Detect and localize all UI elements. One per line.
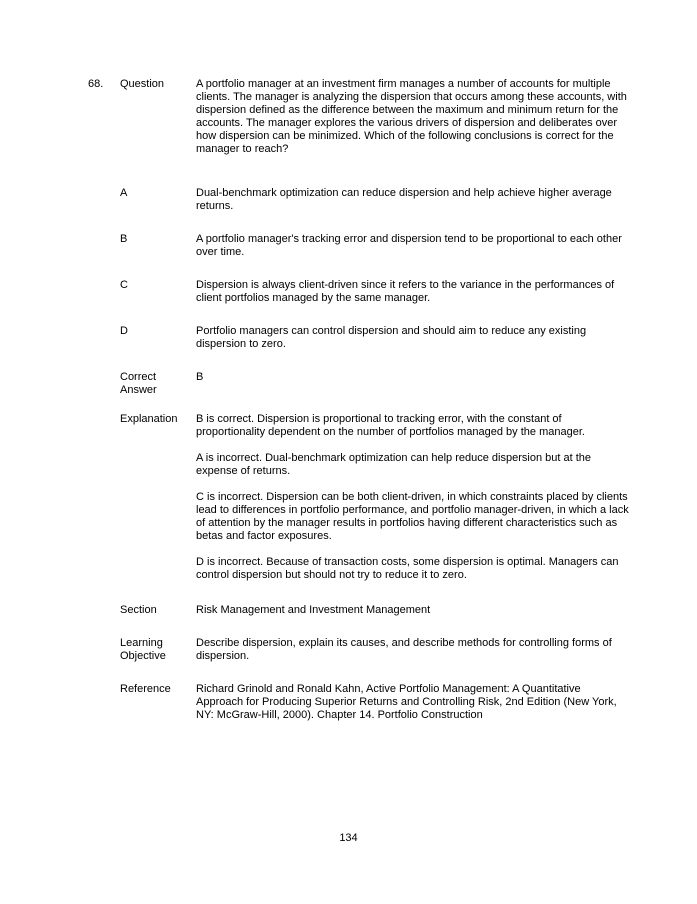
option-b-letter: B <box>120 233 128 245</box>
correct-answer-value: B <box>196 371 204 383</box>
question-text: A portfolio manager at an investment firm manages a number of accounts for multiple clients. The manager is analyzing the dispersion that occurs among these accounts, with dispersion defined as the difference between the maximum and minimum return for the accounts. The manager explores the various drivers of dispersion and deliberates over how dispersion can be minimized. Which of the following conclusions is correct for the manager to reach? <box>196 78 627 155</box>
question-number: 68. <box>88 78 104 90</box>
option-c-letter: C <box>120 279 128 291</box>
explanation-paragraph-c: C is incorrect. Dispersion can be both client-driven, in which constraints placed by clients lead to differences in portfolio performance, and portfolio manager-driven, in which a lack of attention by the manager results in portfolios having different characteristics such as betas and factor exposures. <box>196 491 629 542</box>
explanation-text <box>196 413 630 582</box>
option-b-text: A portfolio manager's tracking error and dispersion tend to be proportional to each other over time. <box>196 233 622 258</box>
explanation-label: Explanation <box>120 413 178 425</box>
section-label: Section <box>120 604 157 616</box>
option-d-text: Portfolio managers can control dispersion and should aim to reduce any existing dispersion to zero. <box>196 325 587 350</box>
correct-answer-label: Correct Answer <box>120 371 157 396</box>
option-d-letter: D <box>120 325 128 337</box>
learning-objective-row <box>120 637 634 663</box>
option-c-text: Dispersion is always client-driven since it refers to the variance in the performances of client portfolios managed by the same manager. <box>196 279 615 304</box>
option-b-row <box>120 233 634 259</box>
option-c-row <box>120 279 634 305</box>
explanation-paragraph-d: D is incorrect. Because of transaction costs, some dispersion is optimal. Managers can control dispersion but should not try to reduce it to zero. <box>196 556 619 581</box>
section-text: Risk Management and Investment Management <box>196 604 431 616</box>
section-row <box>120 604 634 617</box>
reference-text: Richard Grinold and Ronald Kahn, Active Portfolio Management: A Quantitative Approach for Producing Superior Returns and Controlling Risk, 2nd Edition (New York, NY: McGraw-Hill, 2000). Chapter 14. Portfolio Construction <box>196 683 617 721</box>
reference-label: Reference <box>120 683 171 695</box>
option-a-letter: A <box>120 187 128 199</box>
question-content <box>88 78 634 742</box>
reference-row <box>120 683 634 722</box>
learning-objective-text: Describe dispersion, explain its causes, and describe methods for controlling forms of dispersion. <box>196 637 612 662</box>
learning-objective-label: Learning Objective <box>120 637 166 662</box>
option-a-text: Dual-benchmark optimization can reduce dispersion and help achieve higher average returns. <box>196 187 612 212</box>
question-block <box>88 78 634 156</box>
page-number: 134 <box>339 832 358 844</box>
option-d-row <box>120 325 634 351</box>
question-label: Question <box>120 78 165 90</box>
explanation-paragraph-b: B is correct. Dispersion is proportional to tracking error, with the constant of proportionality dependent on the number of portfolios managed by the manager. <box>196 413 585 438</box>
option-a-row <box>120 187 634 213</box>
explanation-paragraph-a: A is incorrect. Dual-benchmark optimization can help reduce dispersion but at the expense of returns. <box>196 452 591 477</box>
correct-answer-row <box>120 371 634 397</box>
explanation-row <box>120 413 634 582</box>
